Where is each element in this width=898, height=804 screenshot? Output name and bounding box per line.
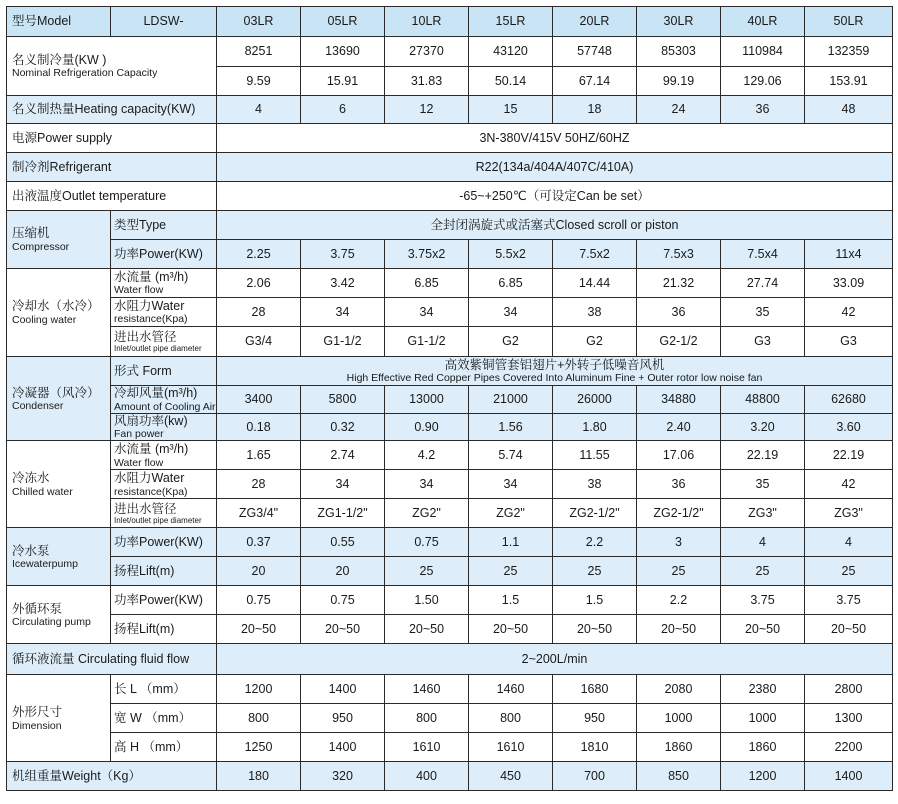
compressor-type-row <box>7 211 893 240</box>
model-cell: 05LR <box>301 7 385 37</box>
value-cell: ZG3/4" <box>217 499 301 528</box>
model-cell: 40LR <box>721 7 805 37</box>
value-cell: 35 <box>721 298 805 327</box>
value-cell: 34 <box>301 470 385 499</box>
value-cell: 7.5x4 <box>721 240 805 269</box>
value-cell: 0.32 <box>301 414 385 441</box>
model-cell: 30LR <box>637 7 721 37</box>
value-cell: 2200 <box>805 733 893 762</box>
value-cell: 20 <box>301 557 385 586</box>
value-cell: 11.55 <box>553 441 637 470</box>
value-cell: 4 <box>217 96 301 124</box>
value-cell: G2 <box>469 327 553 357</box>
value-cell: 850 <box>637 762 721 791</box>
value-cell: 20~50 <box>301 615 385 644</box>
outlet-row <box>7 182 893 211</box>
value-cell: 0.75 <box>385 528 469 557</box>
value-cell: 11x4 <box>805 240 893 269</box>
value-cell: 110984 <box>721 37 805 67</box>
circ-pump-power-row <box>7 586 893 615</box>
value-cell: 2380 <box>721 675 805 704</box>
value-cell: 1.50 <box>385 586 469 615</box>
value-cell: 1400 <box>805 762 893 791</box>
value-cell: 0.75 <box>217 586 301 615</box>
value-cell: 2800 <box>805 675 893 704</box>
value-cell: 700 <box>553 762 637 791</box>
value-cell: 5.74 <box>469 441 553 470</box>
value-cell: 6.85 <box>469 269 553 298</box>
spec-table <box>6 6 893 791</box>
value-cell: 1200 <box>721 762 805 791</box>
water-resistance-label: 水阻力Water resistance(Kpa) <box>111 470 217 499</box>
value-cell: 48800 <box>721 386 805 414</box>
height-label: 高 H （mm） <box>111 733 217 762</box>
value-cell: 4 <box>721 528 805 557</box>
refrigerant-value: R22(134a/404A/407C/410A) <box>217 153 893 182</box>
value-cell: 3 <box>637 528 721 557</box>
value-cell: 36 <box>637 470 721 499</box>
value-cell: 38 <box>553 298 637 327</box>
outlet-label: 出液温度Outlet temperature <box>7 182 217 211</box>
value-cell: 28 <box>217 298 301 327</box>
value-cell: 7.5x3 <box>637 240 721 269</box>
value-cell: 450 <box>469 762 553 791</box>
chilled-water-pipe-row <box>7 499 893 528</box>
value-cell: 13000 <box>385 386 469 414</box>
dimension-l-row <box>7 675 893 704</box>
value-cell: 34880 <box>637 386 721 414</box>
value-cell: 34 <box>469 470 553 499</box>
value-cell: 36 <box>721 96 805 124</box>
value-cell: 1460 <box>469 675 553 704</box>
value-cell: 20~50 <box>805 615 893 644</box>
model-cell: 50LR <box>805 7 893 37</box>
icewater-pump-lift-row <box>7 557 893 586</box>
value-cell: 132359 <box>805 37 893 67</box>
pump-power-label: 功率Power(KW) <box>111 586 217 615</box>
value-cell: 13690 <box>301 37 385 67</box>
value-cell: 1.5 <box>553 586 637 615</box>
weight-label: 机组重量Weight（Kg） <box>7 762 217 791</box>
value-cell: 2.25 <box>217 240 301 269</box>
value-cell: 24 <box>637 96 721 124</box>
value-cell: 8251 <box>217 37 301 67</box>
value-cell: 1400 <box>301 733 385 762</box>
form-label: 形式 Form <box>111 357 217 386</box>
value-cell: 2.40 <box>637 414 721 441</box>
value-cell: 800 <box>385 704 469 733</box>
value-cell: 3.75 <box>301 240 385 269</box>
circ-pump-label: 外循环泵 Circulating pump <box>7 586 111 644</box>
value-cell: 25 <box>553 557 637 586</box>
outlet-value: -65~+250℃（可设定Can be set） <box>217 182 893 211</box>
value-cell: 3400 <box>217 386 301 414</box>
icewater-pump-label: 冷水泵 Icewaterpump <box>7 528 111 586</box>
value-cell: 2.2 <box>553 528 637 557</box>
value-cell: 1.1 <box>469 528 553 557</box>
chilled-water-flow-row <box>7 441 893 470</box>
length-label: 长 L （mm） <box>111 675 217 704</box>
value-cell: ZG2" <box>469 499 553 528</box>
value-cell: 20~50 <box>385 615 469 644</box>
value-cell: 1200 <box>217 675 301 704</box>
value-cell: 21.32 <box>637 269 721 298</box>
cooling-water-res-row <box>7 298 893 327</box>
value-cell: 1680 <box>553 675 637 704</box>
value-cell: 27370 <box>385 37 469 67</box>
value-cell: 85303 <box>637 37 721 67</box>
value-cell: 1250 <box>217 733 301 762</box>
value-cell: ZG1-1/2" <box>301 499 385 528</box>
value-cell: 57748 <box>553 37 637 67</box>
value-cell: 320 <box>301 762 385 791</box>
condenser-form-row <box>7 357 893 386</box>
value-cell: 35 <box>721 470 805 499</box>
value-cell: 1460 <box>385 675 469 704</box>
circ-pump-lift-row <box>7 615 893 644</box>
value-cell: 1610 <box>469 733 553 762</box>
value-cell: 42 <box>805 298 893 327</box>
value-cell: 129.06 <box>721 67 805 96</box>
compressor-type-value: 全封闭涡旋式或活塞式Closed scroll or piston <box>217 211 893 240</box>
value-cell: ZG2-1/2" <box>553 499 637 528</box>
value-cell: 3.75 <box>721 586 805 615</box>
model-cell: 15LR <box>469 7 553 37</box>
value-cell: 3.75x2 <box>385 240 469 269</box>
value-cell: G1-1/2 <box>301 327 385 357</box>
model-cell: 03LR <box>217 7 301 37</box>
width-label: 宽 W （mm） <box>111 704 217 733</box>
value-cell: 1.56 <box>469 414 553 441</box>
refrigerant-label: 制冷剂Refrigerant <box>7 153 217 182</box>
header-row <box>7 7 893 37</box>
value-cell: 22.19 <box>805 441 893 470</box>
value-cell: 2.74 <box>301 441 385 470</box>
value-cell: 25 <box>721 557 805 586</box>
condenser-label: 冷凝器（风冷） Condenser <box>7 357 111 441</box>
cooling-row-1 <box>7 37 893 67</box>
dimension-w-row <box>7 704 893 733</box>
series-label: LDSW- <box>111 7 217 37</box>
value-cell: 14.44 <box>553 269 637 298</box>
value-cell: 3.42 <box>301 269 385 298</box>
condenser-air-row <box>7 386 893 414</box>
value-cell: 180 <box>217 762 301 791</box>
condenser-fan-row <box>7 414 893 441</box>
value-cell: G3 <box>721 327 805 357</box>
value-cell: 1.80 <box>553 414 637 441</box>
value-cell: 43120 <box>469 37 553 67</box>
circ-flow-value: 2~200L/min <box>217 644 893 675</box>
water-resistance-label: 水阻力Water resistance(Kpa) <box>111 298 217 327</box>
compressor-power-label: 功率Power(KW) <box>111 240 217 269</box>
value-cell: 6 <box>301 96 385 124</box>
power-supply-value: 3N-380V/415V 50HZ/60HZ <box>217 124 893 153</box>
value-cell: 1860 <box>721 733 805 762</box>
value-cell: 25 <box>469 557 553 586</box>
value-cell: 0.75 <box>301 586 385 615</box>
value-cell: 3.20 <box>721 414 805 441</box>
value-cell: 42 <box>805 470 893 499</box>
value-cell: 1000 <box>721 704 805 733</box>
value-cell: 0.90 <box>385 414 469 441</box>
value-cell: 34 <box>385 298 469 327</box>
value-cell: G2-1/2 <box>637 327 721 357</box>
value-cell: 2080 <box>637 675 721 704</box>
value-cell: 1.65 <box>217 441 301 470</box>
value-cell: 1860 <box>637 733 721 762</box>
compressor-label: 压缩机 Compressor <box>7 211 111 269</box>
circ-flow-label: 循环液流量 Circulating fluid flow <box>7 644 217 675</box>
value-cell: 17.06 <box>637 441 721 470</box>
value-cell: G3/4 <box>217 327 301 357</box>
value-cell: 31.83 <box>385 67 469 96</box>
power-supply-label: 电源Power supply <box>7 124 217 153</box>
value-cell: 20 <box>217 557 301 586</box>
value-cell: 950 <box>301 704 385 733</box>
value-cell: 1810 <box>553 733 637 762</box>
value-cell: ZG3" <box>721 499 805 528</box>
value-cell: 2.2 <box>637 586 721 615</box>
weight-row <box>7 762 893 791</box>
value-cell: 20~50 <box>469 615 553 644</box>
value-cell: 1610 <box>385 733 469 762</box>
model-cell: 10LR <box>385 7 469 37</box>
value-cell: G3 <box>805 327 893 357</box>
value-cell: 1400 <box>301 675 385 704</box>
cooling-capacity-label: 名义制冷量(KW ) Nominal Refrigeration Capacity <box>7 37 217 96</box>
value-cell: 34 <box>385 470 469 499</box>
value-cell: 38 <box>553 470 637 499</box>
condenser-form-value: 高效紫铜管套铝翅片+外转子低噪音风机 High Effective Red Copper Pipes Covered Into Aluminum Fine + Outer rotor low noise fan <box>217 357 893 386</box>
cooling-water-label: 冷却水（水冷） Cooling water <box>7 269 111 357</box>
dimension-label: 外形尺寸 Dimension <box>7 675 111 762</box>
value-cell: 25 <box>385 557 469 586</box>
pump-lift-label: 扬程Lift(m) <box>111 615 217 644</box>
value-cell: 153.91 <box>805 67 893 96</box>
value-cell: 5.5x2 <box>469 240 553 269</box>
dimension-h-row <box>7 733 893 762</box>
heating-label: 名义制热量Heating capacity(KW) <box>7 96 217 124</box>
model-label: 型号Model <box>7 7 111 37</box>
value-cell: 48 <box>805 96 893 124</box>
value-cell: 950 <box>553 704 637 733</box>
water-flow-label: 水流量 (m³/h) Water flow <box>111 441 217 470</box>
value-cell: 3.60 <box>805 414 893 441</box>
value-cell: 36 <box>637 298 721 327</box>
value-cell: 800 <box>469 704 553 733</box>
pump-power-label: 功率Power(KW) <box>111 528 217 557</box>
water-flow-label: 水流量 (m³/h) Water flow <box>111 269 217 298</box>
value-cell: 4 <box>805 528 893 557</box>
value-cell: ZG2-1/2" <box>637 499 721 528</box>
value-cell: 0.55 <box>301 528 385 557</box>
cooling-water-pipe-row <box>7 327 893 357</box>
value-cell: 34 <box>301 298 385 327</box>
model-cell: 20LR <box>553 7 637 37</box>
icewater-pump-power-row <box>7 528 893 557</box>
value-cell: 15.91 <box>301 67 385 96</box>
value-cell: 20~50 <box>637 615 721 644</box>
value-cell: 18 <box>553 96 637 124</box>
value-cell: 1300 <box>805 704 893 733</box>
value-cell: 15 <box>469 96 553 124</box>
chilled-water-label: 冷冻水 Chilled water <box>7 441 111 528</box>
value-cell: 6.85 <box>385 269 469 298</box>
value-cell: 67.14 <box>553 67 637 96</box>
value-cell: 3.75 <box>805 586 893 615</box>
value-cell: 21000 <box>469 386 553 414</box>
value-cell: 50.14 <box>469 67 553 96</box>
value-cell: 20~50 <box>217 615 301 644</box>
pipe-diameter-label: 进出水管径 Inlet/outlet pipe diameter <box>111 499 217 528</box>
value-cell: 400 <box>385 762 469 791</box>
value-cell: ZG3" <box>805 499 893 528</box>
value-cell: 26000 <box>553 386 637 414</box>
value-cell: 22.19 <box>721 441 805 470</box>
value-cell: 7.5x2 <box>553 240 637 269</box>
value-cell: 62680 <box>805 386 893 414</box>
value-cell: 2.06 <box>217 269 301 298</box>
fan-power-label: 风扇功率(kw) Fan power <box>111 414 217 441</box>
pipe-diameter-label: 进出水管径 Inlet/outlet pipe diameter <box>111 327 217 357</box>
value-cell: 800 <box>217 704 301 733</box>
pump-lift-label: 扬程Lift(m) <box>111 557 217 586</box>
value-cell: 25 <box>637 557 721 586</box>
value-cell: 12 <box>385 96 469 124</box>
heating-row <box>7 96 893 124</box>
value-cell: 1.5 <box>469 586 553 615</box>
chilled-water-res-row <box>7 470 893 499</box>
value-cell: G1-1/2 <box>385 327 469 357</box>
value-cell: 27.74 <box>721 269 805 298</box>
value-cell: 99.19 <box>637 67 721 96</box>
refrigerant-row <box>7 153 893 182</box>
value-cell: 0.37 <box>217 528 301 557</box>
compressor-type-label: 类型Type <box>111 211 217 240</box>
value-cell: 1000 <box>637 704 721 733</box>
power-supply-row <box>7 124 893 153</box>
cooling-air-label: 冷却风量(m³/h) Amount of Cooling Air <box>111 386 217 414</box>
value-cell: 9.59 <box>217 67 301 96</box>
value-cell: 33.09 <box>805 269 893 298</box>
circ-flow-row <box>7 644 893 675</box>
cooling-water-flow-row <box>7 269 893 298</box>
value-cell: 20~50 <box>721 615 805 644</box>
value-cell: 5800 <box>301 386 385 414</box>
value-cell: 4.2 <box>385 441 469 470</box>
value-cell: 25 <box>805 557 893 586</box>
value-cell: 28 <box>217 470 301 499</box>
value-cell: ZG2" <box>385 499 469 528</box>
compressor-power-row <box>7 240 893 269</box>
value-cell: G2 <box>553 327 637 357</box>
value-cell: 20~50 <box>553 615 637 644</box>
value-cell: 34 <box>469 298 553 327</box>
value-cell: 0.18 <box>217 414 301 441</box>
